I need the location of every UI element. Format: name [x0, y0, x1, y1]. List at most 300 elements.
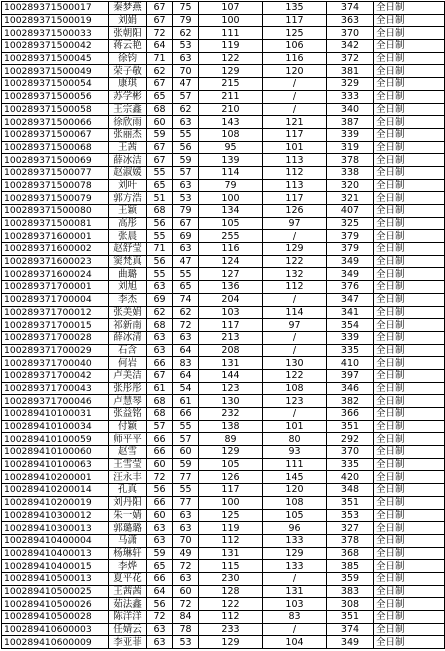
score-3-cell: 108	[199, 128, 263, 141]
score-2-cell: 72	[173, 319, 199, 332]
score-2-cell: 57	[173, 433, 199, 446]
candidate-name-cell: 郭璐璐	[109, 522, 147, 535]
score-1-cell: 56	[147, 255, 173, 268]
study-mode-cell: 全日制	[374, 585, 445, 598]
study-mode-cell: 全日制	[374, 395, 445, 408]
score-4-cell: 114	[263, 306, 327, 319]
total-score-cell: 363	[327, 14, 374, 27]
score-1-cell: 59	[147, 128, 173, 141]
score-3-cell: 232	[199, 408, 263, 421]
score-3-cell: 95	[199, 141, 263, 154]
score-table	[1, 1, 445, 649]
candidate-name-cell: 卢慧琴	[109, 395, 147, 408]
table-row	[2, 458, 445, 471]
table-row	[2, 14, 445, 27]
score-3-cell: 131	[199, 547, 263, 560]
score-1-cell: 72	[147, 611, 173, 624]
candidate-id-cell: 100289371600024	[2, 268, 109, 281]
score-2-cell: 74	[173, 293, 199, 306]
score-2-cell: 63	[173, 243, 199, 256]
total-score-cell: 325	[327, 217, 374, 230]
candidate-name-cell: 陈洋洋	[109, 611, 147, 624]
score-3-cell: 119	[199, 40, 263, 53]
study-mode-cell: 全日制	[374, 319, 445, 332]
score-2-cell: 72	[173, 598, 199, 611]
study-mode-cell: 全日制	[374, 458, 445, 471]
score-1-cell: 66	[147, 572, 173, 585]
study-mode-cell: 全日制	[374, 40, 445, 53]
score-2-cell: 69	[173, 230, 199, 243]
score-1-cell: 63	[147, 534, 173, 547]
score-3-cell: 127	[199, 268, 263, 281]
table-row	[2, 90, 445, 103]
candidate-name-cell: 杨琳轩	[109, 547, 147, 560]
candidate-id-cell: 100289410200014	[2, 484, 109, 497]
total-score-cell: 348	[327, 484, 374, 497]
score-4-cell: 126	[263, 205, 327, 218]
table-row	[2, 78, 445, 91]
score-1-cell: 64	[147, 585, 173, 598]
score-1-cell: 63	[147, 636, 173, 649]
table-row	[2, 141, 445, 154]
total-score-cell: 349	[327, 268, 374, 281]
score-3-cell: 100	[199, 14, 263, 27]
score-2-cell: 47	[173, 78, 199, 91]
total-score-cell: 329	[327, 78, 374, 91]
study-mode-cell: 全日制	[374, 281, 445, 294]
candidate-name-cell: 刘娟	[109, 14, 147, 27]
score-1-cell: 60	[147, 458, 173, 471]
candidate-id-cell: 100289371500019	[2, 14, 109, 27]
table-row	[2, 636, 445, 649]
score-1-cell: 57	[147, 420, 173, 433]
score-2-cell: 59	[173, 154, 199, 167]
score-1-cell: 67	[147, 2, 173, 15]
score-2-cell: 70	[173, 534, 199, 547]
score-1-cell: 71	[147, 52, 173, 65]
score-4-cell: 117	[263, 14, 327, 27]
table-row	[2, 560, 445, 573]
table-row	[2, 496, 445, 509]
candidate-name-cell: 李烨	[109, 560, 147, 573]
candidate-id-cell: 100289410400004	[2, 534, 109, 547]
candidate-id-cell: 100289371500058	[2, 103, 109, 116]
candidate-name-cell: 赵雪	[109, 446, 147, 459]
score-3-cell: 130	[199, 395, 263, 408]
candidate-name-cell: 任婧云	[109, 623, 147, 636]
score-1-cell: 65	[147, 90, 173, 103]
study-mode-cell: 全日制	[374, 268, 445, 281]
candidate-id-cell: 100289371500081	[2, 217, 109, 230]
score-3-cell: 255	[199, 230, 263, 243]
score-1-cell: 56	[147, 217, 173, 230]
score-4-cell: 117	[263, 192, 327, 205]
score-3-cell: 112	[199, 534, 263, 547]
score-1-cell: 66	[147, 433, 173, 446]
candidate-id-cell: 100289371500056	[2, 90, 109, 103]
score-4-cell: 103	[263, 598, 327, 611]
score-1-cell: 62	[147, 306, 173, 319]
score-3-cell: 103	[199, 306, 263, 319]
score-3-cell: 79	[199, 179, 263, 192]
study-mode-cell: 全日制	[374, 636, 445, 649]
total-score-cell: 387	[327, 116, 374, 129]
score-3-cell: 117	[199, 484, 263, 497]
total-score-cell: 292	[327, 433, 374, 446]
score-2-cell: 79	[173, 14, 199, 27]
total-score-cell: 327	[327, 522, 374, 535]
score-4-cell: 130	[263, 357, 327, 370]
study-mode-cell: 全日制	[374, 433, 445, 446]
total-score-cell: 379	[327, 230, 374, 243]
candidate-id-cell: 100289371600002	[2, 243, 109, 256]
score-2-cell: 59	[173, 458, 199, 471]
total-score-cell: 335	[327, 458, 374, 471]
candidate-name-cell: 张彤彤	[109, 382, 147, 395]
study-mode-cell: 全日制	[374, 382, 445, 395]
total-score-cell: 372	[327, 52, 374, 65]
score-4-cell: /	[263, 293, 327, 306]
score-3-cell: 211	[199, 90, 263, 103]
score-4-cell: 116	[263, 52, 327, 65]
study-mode-cell: 全日制	[374, 408, 445, 421]
table-row	[2, 611, 445, 624]
total-score-cell: 370	[327, 446, 374, 459]
study-mode-cell: 全日制	[374, 230, 445, 243]
score-2-cell: 60	[173, 585, 199, 598]
candidate-id-cell: 100289371500067	[2, 128, 109, 141]
table-row	[2, 128, 445, 141]
score-2-cell: 55	[173, 128, 199, 141]
score-2-cell: 77	[173, 471, 199, 484]
total-score-cell: 370	[327, 27, 374, 40]
candidate-name-cell: 付颖	[109, 420, 147, 433]
score-1-cell: 67	[147, 141, 173, 154]
score-4-cell: 131	[263, 585, 327, 598]
score-3-cell: 111	[199, 27, 263, 40]
candidate-name-cell: 蒋云艳	[109, 40, 147, 53]
table-row	[2, 217, 445, 230]
candidate-id-cell: 100289371500045	[2, 52, 109, 65]
table-row	[2, 522, 445, 535]
score-1-cell: 63	[147, 344, 173, 357]
score-4-cell: 101	[263, 420, 327, 433]
table-row	[2, 319, 445, 332]
total-score-cell: 341	[327, 306, 374, 319]
score-1-cell: 68	[147, 395, 173, 408]
score-1-cell: 66	[147, 446, 173, 459]
score-2-cell: 55	[173, 484, 199, 497]
score-2-cell: 62	[173, 306, 199, 319]
total-score-cell: 379	[327, 243, 374, 256]
total-score-cell: 339	[327, 128, 374, 141]
score-1-cell: 69	[147, 293, 173, 306]
score-3-cell: 128	[199, 585, 263, 598]
candidate-name-cell: 卢美洁	[109, 369, 147, 382]
score-3-cell: 117	[199, 319, 263, 332]
candidate-name-cell: 李亚菲	[109, 636, 147, 649]
table-row	[2, 420, 445, 433]
study-mode-cell: 全日制	[374, 116, 445, 129]
candidate-name-cell: 郭方浩	[109, 192, 147, 205]
candidate-id-cell: 100289371700004	[2, 293, 109, 306]
score-3-cell: 213	[199, 331, 263, 344]
candidate-id-cell: 100289371500077	[2, 166, 109, 179]
candidate-id-cell: 100289410300013	[2, 522, 109, 535]
table-row	[2, 154, 445, 167]
total-score-cell: 397	[327, 369, 374, 382]
score-4-cell: 125	[263, 27, 327, 40]
score-2-cell: 62	[173, 27, 199, 40]
candidate-name-cell: 李杰	[109, 293, 147, 306]
study-mode-cell: 全日制	[374, 560, 445, 573]
score-4-cell: 129	[263, 547, 327, 560]
score-4-cell: 145	[263, 471, 327, 484]
score-1-cell: 68	[147, 103, 173, 116]
candidate-name-cell: 秦梦燕	[109, 2, 147, 15]
candidate-name-cell: 王宗鑫	[109, 103, 147, 116]
candidate-id-cell: 100289410600009	[2, 636, 109, 649]
candidate-name-cell: 窦梵真	[109, 255, 147, 268]
total-score-cell: 378	[327, 154, 374, 167]
total-score-cell: 346	[327, 382, 374, 395]
study-mode-cell: 全日制	[374, 154, 445, 167]
score-1-cell: 68	[147, 205, 173, 218]
candidate-id-cell: 100289410100059	[2, 433, 109, 446]
table-row	[2, 243, 445, 256]
score-4-cell: /	[263, 78, 327, 91]
score-3-cell: 115	[199, 560, 263, 573]
score-2-cell: 63	[173, 522, 199, 535]
candidate-id-cell: 100289371600023	[2, 255, 109, 268]
study-mode-cell: 全日制	[374, 78, 445, 91]
candidate-id-cell: 100289371700040	[2, 357, 109, 370]
score-3-cell: 139	[199, 154, 263, 167]
score-4-cell: 83	[263, 611, 327, 624]
score-1-cell: 66	[147, 357, 173, 370]
score-3-cell: 89	[199, 433, 263, 446]
score-4-cell: /	[263, 103, 327, 116]
study-mode-cell: 全日制	[374, 90, 445, 103]
score-4-cell: /	[263, 90, 327, 103]
score-3-cell: 119	[199, 522, 263, 535]
score-2-cell: 78	[173, 623, 199, 636]
total-score-cell: 383	[327, 585, 374, 598]
score-1-cell: 67	[147, 154, 173, 167]
candidate-name-cell: 张丽杰	[109, 128, 147, 141]
score-1-cell: 67	[147, 369, 173, 382]
study-mode-cell: 全日制	[374, 357, 445, 370]
table-row	[2, 572, 445, 585]
study-mode-cell: 全日制	[374, 611, 445, 624]
candidate-name-cell: 苏学彬	[109, 90, 147, 103]
total-score-cell: 320	[327, 179, 374, 192]
score-1-cell: 65	[147, 560, 173, 573]
score-4-cell: /	[263, 408, 327, 421]
table-row	[2, 509, 445, 522]
score-4-cell: 113	[263, 179, 327, 192]
table-row	[2, 192, 445, 205]
score-2-cell: 70	[173, 65, 199, 78]
score-4-cell: 111	[263, 458, 327, 471]
candidate-id-cell: 100289371600001	[2, 230, 109, 243]
study-mode-cell: 全日制	[374, 496, 445, 509]
score-4-cell: /	[263, 230, 327, 243]
table-row	[2, 2, 445, 15]
score-4-cell: 104	[263, 636, 327, 649]
total-score-cell: 340	[327, 103, 374, 116]
score-2-cell: 63	[173, 331, 199, 344]
score-1-cell: 60	[147, 509, 173, 522]
table-row	[2, 116, 445, 129]
study-mode-cell: 全日制	[374, 446, 445, 459]
candidate-id-cell: 100289371500054	[2, 78, 109, 91]
candidate-name-cell: 刘旭	[109, 281, 147, 294]
study-mode-cell: 全日制	[374, 166, 445, 179]
score-3-cell: 138	[199, 420, 263, 433]
score-3-cell: 143	[199, 116, 263, 129]
table-row	[2, 344, 445, 357]
study-mode-cell: 全日制	[374, 27, 445, 40]
score-1-cell: 55	[147, 166, 173, 179]
score-4-cell: 120	[263, 484, 327, 497]
total-score-cell: 366	[327, 408, 374, 421]
total-score-cell: 335	[327, 344, 374, 357]
study-mode-cell: 全日制	[374, 14, 445, 27]
score-2-cell: 79	[173, 205, 199, 218]
candidate-id-cell: 100289410400013	[2, 547, 109, 560]
candidate-id-cell: 100289371500017	[2, 2, 109, 15]
study-mode-cell: 全日制	[374, 369, 445, 382]
candidate-id-cell: 100289371500066	[2, 116, 109, 129]
candidate-id-cell: 100289371700012	[2, 306, 109, 319]
score-3-cell: 136	[199, 281, 263, 294]
score-1-cell: 71	[147, 243, 173, 256]
score-3-cell: 129	[199, 65, 263, 78]
score-2-cell: 67	[173, 217, 199, 230]
score-2-cell: 84	[173, 611, 199, 624]
candidate-name-cell: 荣子敬	[109, 65, 147, 78]
table-row	[2, 331, 445, 344]
score-4-cell: /	[263, 331, 327, 344]
table-row	[2, 52, 445, 65]
table-row	[2, 408, 445, 421]
table-row	[2, 484, 445, 497]
candidate-id-cell: 100289371500078	[2, 179, 109, 192]
total-score-cell: 351	[327, 496, 374, 509]
table-row	[2, 446, 445, 459]
score-3-cell: 112	[199, 611, 263, 624]
score-4-cell: 121	[263, 116, 327, 129]
study-mode-cell: 全日制	[374, 255, 445, 268]
score-2-cell: 53	[173, 40, 199, 53]
score-4-cell: 108	[263, 496, 327, 509]
score-2-cell: 64	[173, 344, 199, 357]
total-score-cell: 368	[327, 547, 374, 560]
table-row	[2, 547, 445, 560]
total-score-cell: 354	[327, 319, 374, 332]
study-mode-cell: 全日制	[374, 103, 445, 116]
score-1-cell: 72	[147, 27, 173, 40]
score-1-cell: 63	[147, 331, 173, 344]
total-score-cell: 351	[327, 611, 374, 624]
table-row	[2, 103, 445, 116]
candidate-id-cell: 100289371500042	[2, 40, 109, 53]
table-row	[2, 623, 445, 636]
score-3-cell: 105	[199, 217, 263, 230]
total-score-cell: 339	[327, 331, 374, 344]
candidate-id-cell: 100289371500049	[2, 65, 109, 78]
score-4-cell: 96	[263, 522, 327, 535]
table-row	[2, 65, 445, 78]
candidate-id-cell: 100289410200019	[2, 496, 109, 509]
study-mode-cell: 全日制	[374, 179, 445, 192]
score-2-cell: 75	[173, 2, 199, 15]
candidate-id-cell: 100289410400015	[2, 560, 109, 573]
score-4-cell: 120	[263, 65, 327, 78]
score-1-cell: 72	[147, 471, 173, 484]
candidate-name-cell: 刘叶	[109, 179, 147, 192]
score-1-cell: 64	[147, 40, 173, 53]
score-4-cell: 97	[263, 319, 327, 332]
candidate-name-cell: 刘丹阳	[109, 496, 147, 509]
score-3-cell: 129	[199, 446, 263, 459]
candidate-name-cell: 师平平	[109, 433, 147, 446]
score-1-cell: 63	[147, 281, 173, 294]
score-2-cell: 49	[173, 547, 199, 560]
candidate-name-cell: 孔真	[109, 484, 147, 497]
candidate-id-cell: 100289371500068	[2, 141, 109, 154]
total-score-cell: 338	[327, 166, 374, 179]
score-2-cell: 61	[173, 395, 199, 408]
score-3-cell: 126	[199, 471, 263, 484]
score-2-cell: 55	[173, 420, 199, 433]
table-row	[2, 534, 445, 547]
table-row	[2, 27, 445, 40]
study-mode-cell: 全日制	[374, 128, 445, 141]
total-score-cell: 407	[327, 205, 374, 218]
score-2-cell: 53	[173, 192, 199, 205]
table-row	[2, 598, 445, 611]
score-4-cell: 135	[263, 2, 327, 15]
study-mode-cell: 全日制	[374, 2, 445, 15]
total-score-cell: 319	[327, 141, 374, 154]
score-2-cell: 72	[173, 560, 199, 573]
score-4-cell: 132	[263, 268, 327, 281]
score-2-cell: 63	[173, 179, 199, 192]
total-score-cell: 349	[327, 636, 374, 649]
candidate-name-cell: 薛冰清	[109, 331, 147, 344]
score-4-cell: 133	[263, 534, 327, 547]
total-score-cell: 381	[327, 65, 374, 78]
candidate-id-cell: 100289410100063	[2, 458, 109, 471]
score-1-cell: 60	[147, 116, 173, 129]
score-1-cell: 68	[147, 319, 173, 332]
total-score-cell: 353	[327, 509, 374, 522]
score-1-cell: 55	[147, 268, 173, 281]
score-2-cell: 63	[173, 572, 199, 585]
table-row	[2, 471, 445, 484]
total-score-cell: 342	[327, 40, 374, 53]
candidate-id-cell: 100289371700043	[2, 382, 109, 395]
study-mode-cell: 全日制	[374, 65, 445, 78]
score-2-cell: 47	[173, 255, 199, 268]
candidate-id-cell: 100289410600003	[2, 623, 109, 636]
score-2-cell: 63	[173, 116, 199, 129]
score-2-cell: 77	[173, 496, 199, 509]
candidate-name-cell: 石含	[109, 344, 147, 357]
score-3-cell: 131	[199, 357, 263, 370]
